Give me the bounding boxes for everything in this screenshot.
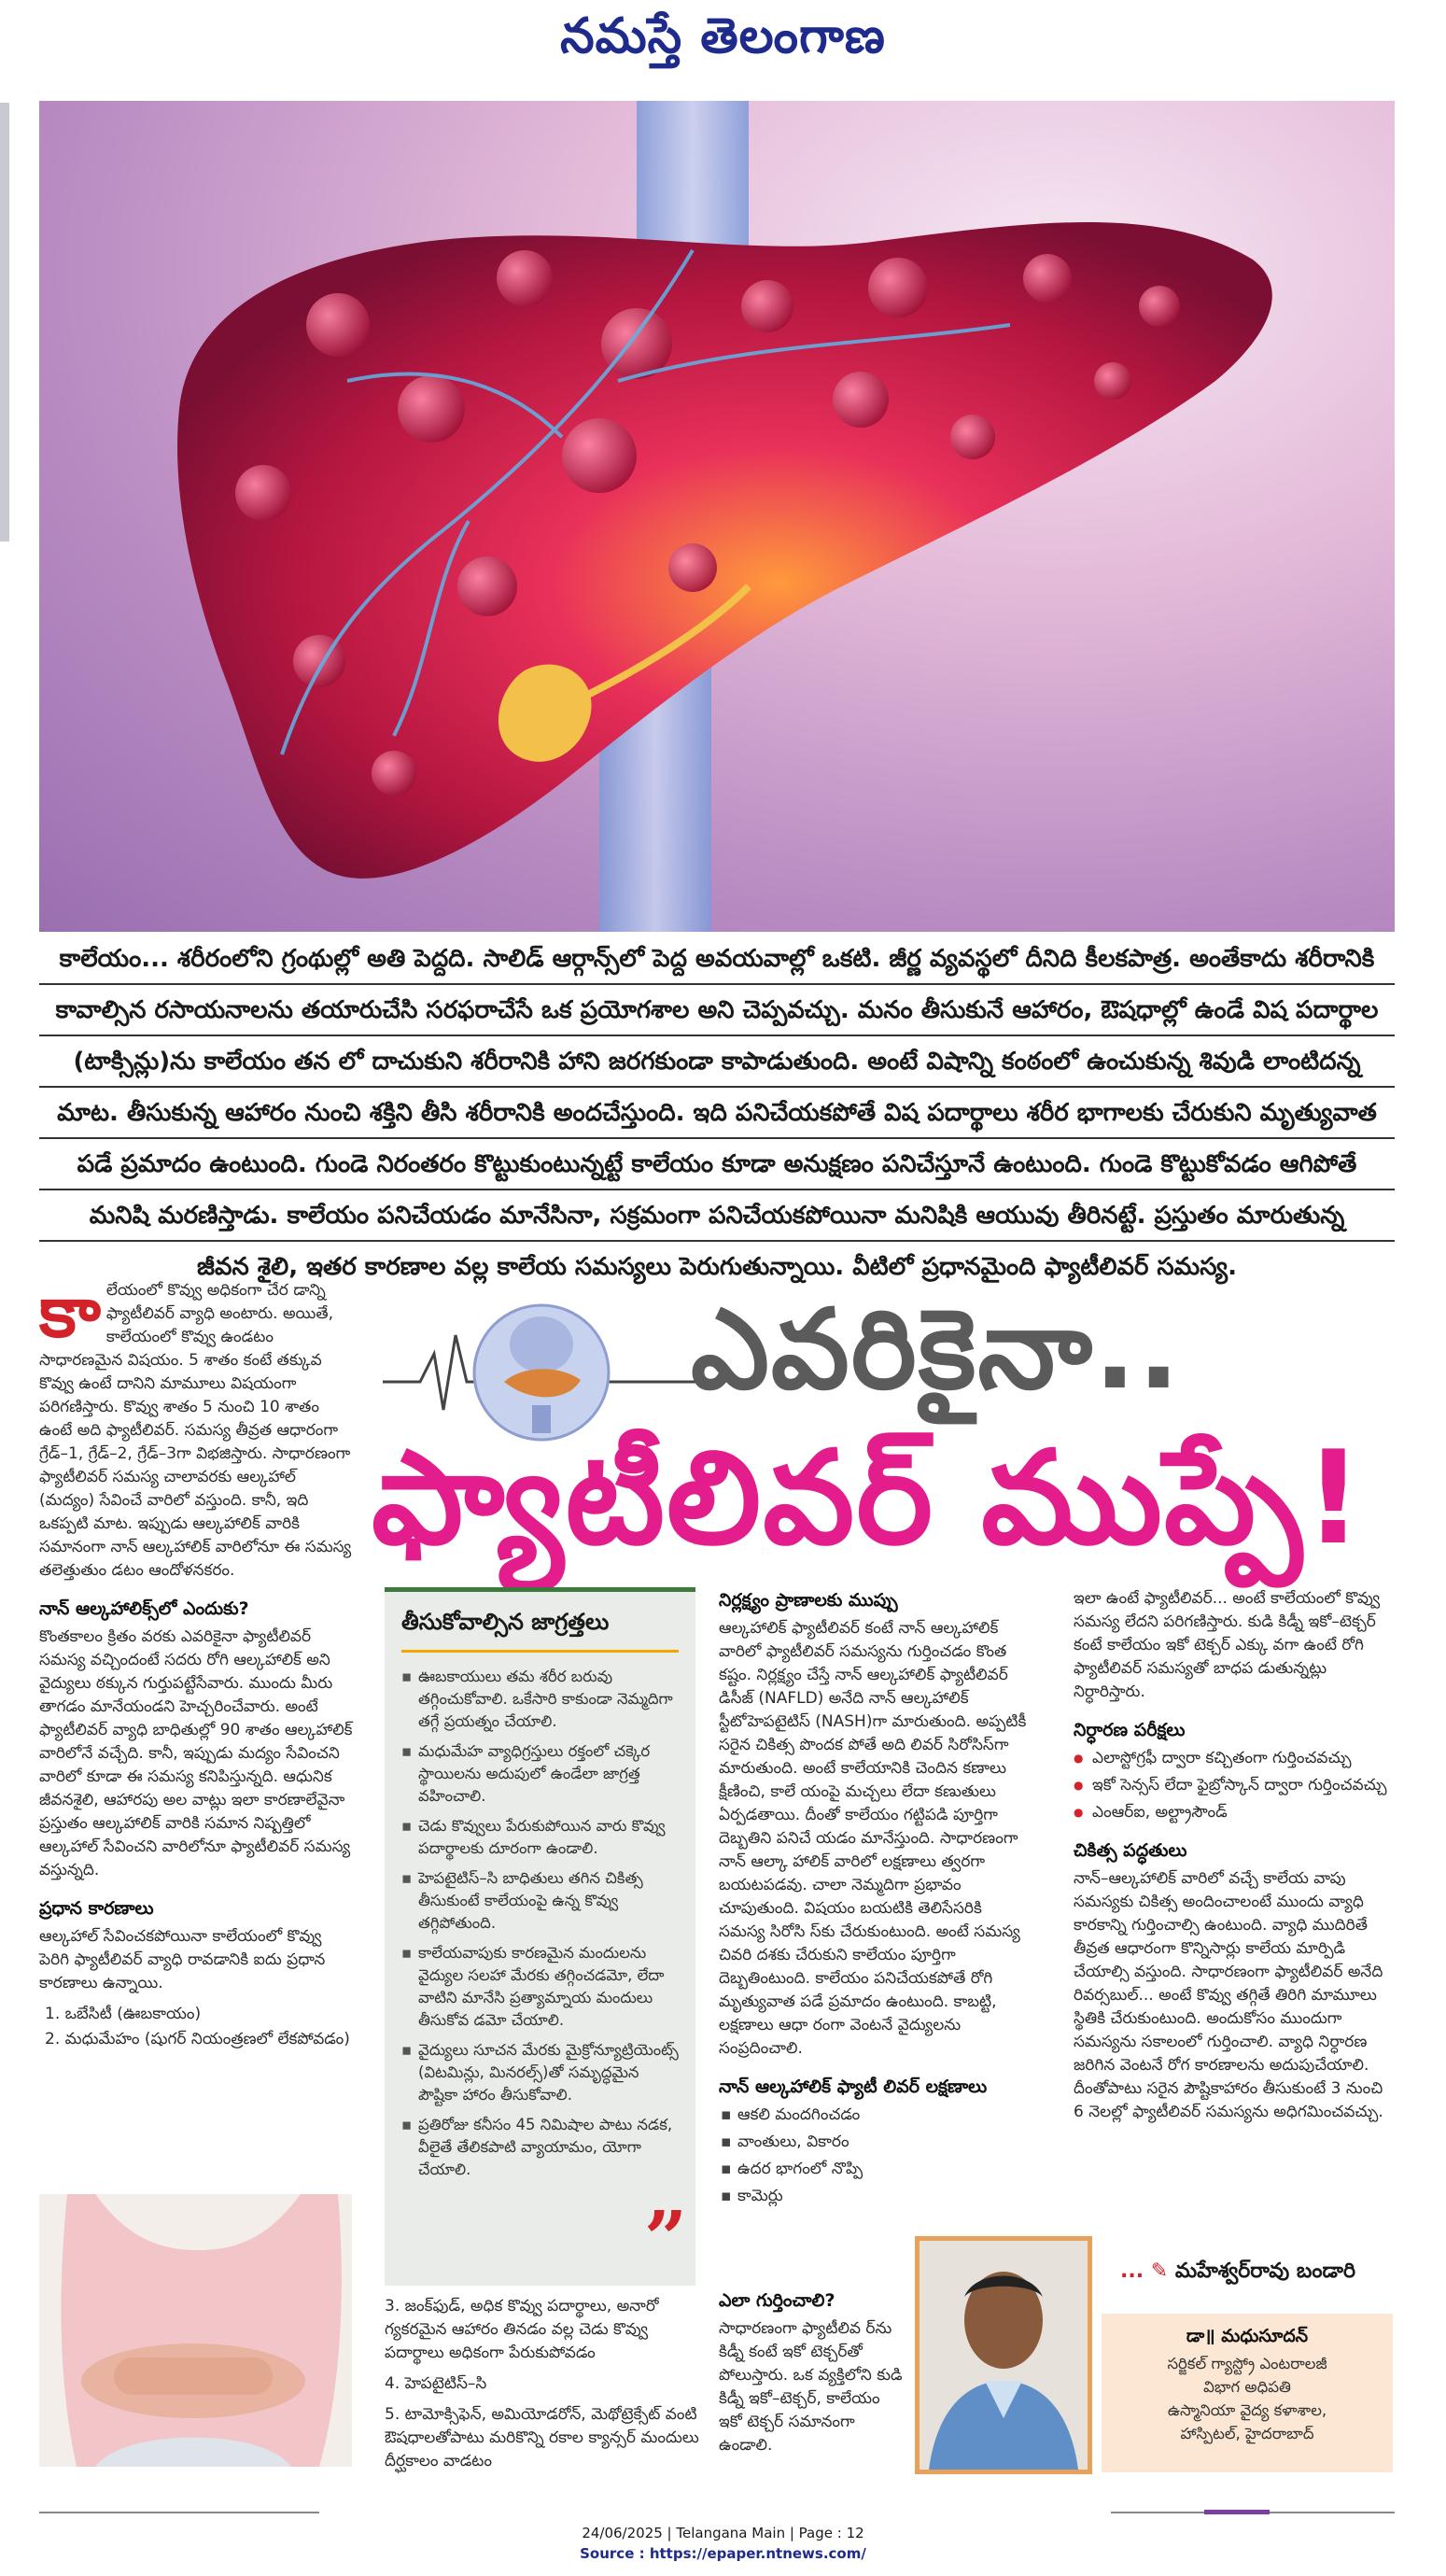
subhead-neglect: నిర్లక్ష్యం ప్రాణాలకు ముప్పు xyxy=(719,1590,898,1611)
author-name: మహేశ్వర్‌రావు బండారి xyxy=(1174,2259,1355,2283)
cause-item: 3. జంక్‌ఫుడ్, అధిక కొవ్వు పదార్థాలు, అనారో గ్యకరమైన ఆహారం తినడం వల్ల చెడు కొవ్వు పదార్థాలు అధికంగా పేరుకుపోవడం xyxy=(385,2297,659,2362)
headline-line-2: ఫ్యాటీలివర్ ముప్పే! xyxy=(372,1423,1365,1573)
doctor-photo xyxy=(915,2236,1092,2474)
list-item: ● ఎలాస్టోగ్రఫీ ద్వారా కచ్చితంగా గుర్తించవచ్చు xyxy=(1074,1747,1395,1770)
intro-paragraph: కా లేయంలో కొవ్వు అధికంగా చేర డాన్ని ఫ్యాటీలివర్ వ్యాధి అంటారు. అయితే, కాలేయంలో కొవ్వు ఉండటం సాధారణమైన విషయం. 5 శాతం కంటే తక్కువ కొవ్వు ఉంటే దానిని మామూలు విషయంగా పరిగణిస్తారు. కొవ్వు శాతం 5 నుంచి 10 శాతం ఉంటే అది ఫ్యాటీలివర్. సమస్య తీవ్రత ఆధారంగా గ్రేడ్–1, గ్రేడ్–2, గ్రేడ్–3గా విభజిస్తారు. సాధారణంగా ఫ్యాటీలివర్ సమస్య చాలావరకు ఆల్కహాల్ (మద్యం) సేవించే వారిలో వస్తుంది. కానీ, ఇది ఒకప్పటి మాట. ఇప్పుడు ఆల్కహాలిక్ వారికి సమానంగా నాన్ ఆల్కహాలిక్ వారిలోనూ ఈ సమస్య తలెత్తుతుం డటం ఆందోళనకరం. xyxy=(39,1270,352,1580)
list-item: ▪ వాంతులు, వికారం xyxy=(719,2131,1027,2154)
page-footer xyxy=(0,2523,1446,2564)
causes-list xyxy=(45,2003,355,2051)
lede-line: కావాల్సిన రసాయనాలను తయారుచేసి సరఫరాచేసే ఒక ప్రయోగశాల అని చెప్పవచ్చు. మనం తీసుకునే ఆహారం, ఔషధాల్లో ఉండే విష పదార్థాల xyxy=(55,996,1379,1024)
treatment-paragraph: నాన్–ఆల్కహాలిక్ వారిలో వచ్చే కాలేయ వాపు సమస్యకు చికిత్స అందించాలంటే ముందు వ్యాధి కారకాన్ని గుర్తించాల్సి ఉంటుంది. వ్యాధి ముదిరితే తీవ్రత ఆధారంగా కొన్నిసార్లు కాలేయ మార్పిడి చేయాల్సి వస్తుంది. సాధారణంగా ఫ్యాటీలివర్ అనేది రివర్సబుల్... అంటే కొవ్వు తగ్గితే తిరిగి మామూలు స్థితికి చేరుకుంటుంది. అందుకోసం ముందుగా సమస్యను సకాలంలో గుర్తించాలి. వ్యాధి నిర్ధారణ జరిగిన వెంటనే రోగ కారణాలను అదుపుచేయాలి. దీంతోపాటు సరైన పౌష్టికాహారం తీసుకుంటే 3 నుంచి 6 నెలల్లో ఫ్యాటీలివర్ సమస్యను అధిగమించవచ్చు. xyxy=(1074,1869,1383,2121)
column-3-identify xyxy=(719,2287,906,2465)
lede-line: (టాక్సిన్లు)ను కాలేయం తన లో దాచుకుని శరీరానికి హాని జరగకుండా కాపాడుతుంది. అంటే విషాన్ని కంఠంలో ఉంచుకున్న శివుడి లాంటిదన్న xyxy=(73,1048,1361,1076)
col4-intro: ఇలా ఉంటే ఫ్యాటీలివర్... అంటే కాలేయంలో కొవ్వు సమస్య లేదని పరిగణిస్తారు. కుడి కిడ్నీ ఇకో–టెక్చర్ కంటే కాలేయం ఇకో టెక్చర్ ఎక్కు వగా ఉంటే రోగి ఫ్యాటీలివర్ సమస్యతో బాధప డుతున్నట్లు నిర్ధారిస్తారు. xyxy=(1074,1589,1381,1701)
why-paragraph: కొంతకాలం క్రితం వరకు ఎవరికైనా ఫ్యాటీలివర్ సమస్య వచ్చిందంటే సదరు రోగి ఆల్కహాలిక్ అని వైద్యులు ఠక్కున గుర్తుపట్టేసేవారు. ముందు మీరు తాగడం మానేయండని హెచ్చరించేవారు. అంటే ఫ్యాటీలివర్ వ్యాధి బాధితుల్లో 90 శాతం ఆల్కహాలిక్ వారిలోనే వచ్చేది. కానీ, ఇప్పుడు మద్యం సేవించని వారిలో కూడా ఈ సమస్య కనిపిస్తున్నది. ఆధునిక జీవనశైలి, ఆహారపు అల వాట్లు ఇలా కారణాలేవైనా ప్రస్తుతం ఆల్కహాలిక్ వారికి సమాన నిష్పత్తిలో ఆల్కహాల్ సేవించని వారిలోనూ ఫ్యాటీలివర్ సమస్య వస్తున్నది. xyxy=(39,1627,353,1879)
hero-vessel-upper xyxy=(637,101,749,260)
lede-line: మనిషి మరణిస్తాడు. కాలేయం పనిచేయడం మానేసినా, సక్రమంగా పనిచేయకపోయినా మనిషికి ఆయువు తీరినట్టే. ప్రస్తుతం మారుతున్న xyxy=(89,1202,1345,1230)
drop-cap: కా xyxy=(39,1270,101,1353)
footer-source: Source : https://epaper.ntnews.com/ xyxy=(580,2545,866,2562)
subhead-symptoms: నాన్ ఆల్కహాలిక్ ఫ్యాటీ లివర్ లక్షణాలు xyxy=(719,2076,988,2097)
subhead-identify: ఎలా గుర్తించాలి? xyxy=(719,2290,835,2311)
tests-list xyxy=(1074,1747,1395,1824)
lede-rule xyxy=(39,983,1395,985)
woman-stomach-pain-photo xyxy=(39,2194,352,2467)
lede-line: జీవన శైలి, ఇతర కారణాల వల్ల కాలేయ సమస్యలు పెరుగుతున్నాయి. వీటిలో ప్రధానమైంది ఫ్యాటీలివర్ సమస్య. xyxy=(197,1253,1237,1281)
column-3 xyxy=(719,1587,1027,2212)
lede-rule xyxy=(39,1035,1395,1036)
pen-icon: ... ✎ xyxy=(1120,2259,1175,2283)
list-item: ▪ కామెర్లు xyxy=(719,2185,1027,2208)
list-item: ● ఎంఆర్ఐ, అల్ట్రాసౌండ్ xyxy=(1074,1801,1395,1824)
list-item: ▪ ఉదర భాగంలో నొప్పి xyxy=(719,2158,1027,2181)
page-edge-marker xyxy=(0,103,9,542)
list-item: ▪ ప్రతిరోజు కనీసం 45 నిమిషాల పాటు నడక, వీలైతే తేలికపాటి వ్యాయామం, యోగా చేయాలి. xyxy=(401,2114,679,2181)
doctor-card xyxy=(1102,2314,1393,2472)
doctor-line: హాస్పిటల్, హైదరాబాద్ xyxy=(1180,2425,1314,2442)
headline-line-1: ఎవరికైనా.. xyxy=(691,1285,1182,1414)
lede-rule xyxy=(39,1086,1395,1088)
precautions-title: తీసుకోవాల్సిన జాగ్రత్తలు xyxy=(401,1609,679,1653)
subhead-why: నాన్ ఆల్కహాలిక్స్‌లో ఎందుకు? xyxy=(39,1598,249,1619)
column-4 xyxy=(1074,1587,1395,2132)
liver-illustration xyxy=(39,101,1395,932)
byline xyxy=(1120,2259,1355,2287)
list-item: ▪ కాలేయవాపుకు కారణమైన మందులను వైద్యుల సలహా మేరకు తగ్గించడమో, లేదా వాటిని మానేసి ప్రత్యామ్నాయ మందులు తీసుకోవ డమో చేయాలి. xyxy=(401,1942,679,2032)
list-item: 2. మధుమేహం (షుగర్ నియంత్రణలో లేకపోవడం) xyxy=(45,2030,350,2048)
column-1 xyxy=(39,1270,355,2053)
symptoms-list xyxy=(719,2104,1027,2208)
footer-rule xyxy=(39,2512,319,2513)
identify-paragraph: సాధారణంగా ఫ్యాటీలివ ర్‌ను కిడ్నీ కంటే ఇకో టెక్చర్‌తో పోలుస్తారు. ఒక వ్యక్తిలోని కుడి కిడ్నీ ఇకో–టెక్చర్, కాలేయం ఇకో టెక్చర్ సమానంగా ఉండాలి. xyxy=(719,2319,903,2455)
list-item: ▪ హెపటైటిస్–సి బాధితులు తగిన చికిత్స తీసుకుంటే కాలేయంపై ఉన్న కొవ్వు తగ్గిపోతుంది. xyxy=(401,1867,679,1935)
subhead-causes: ప్రధాన కారణాలు xyxy=(39,1898,154,1919)
cause-item: 5. టామోక్సిఫెన్, అమియోడరోన్, మెథోట్రెక్సేట్ వంటి ఔషధాలతోపాటు మరికొన్ని రకాల క్యాన్సర్ మందులు దీర్ఘకాలం వాడటం xyxy=(385,2405,699,2470)
list-item: ▪ మధుమేహ వ్యాధిగ్రస్తులు రక్తంలో చక్కెర స్థాయిలను అదుపులో ఉండేలా జాగ్రత్త వహించాలి. xyxy=(401,1740,679,1808)
footer-accent xyxy=(1204,2510,1270,2514)
subhead-tests: నిర్ధారణ పరీక్షలు xyxy=(1074,1720,1186,1740)
newspaper-title: నమస్తే తెలంగాణ xyxy=(560,7,886,64)
subhead-treatment: చికిత్స పద్ధతులు xyxy=(1074,1840,1187,1861)
doctor-line: ఉస్మానియా వైద్య కళాశాల, xyxy=(1167,2401,1327,2419)
neglect-paragraph: ఆల్కహాలిక్ ఫ్యాటీలివర్ కంటే నాన్ ఆల్కహాలిక్ వారిలో ఫ్యాటీలివర్ సమస్యను గుర్తించడం కొంత కష్టం. నిర్లక్ష్యం చేస్తే నాన్ ఆల్కహాలిక్ ఫ్యాటీలివర్ డిసీజ్ (NAFLD) అనేది నాన్ ఆల్కహాలిక్ స్టీటోహెపటైటిస్ (NASH)గా మారుతుంది. అప్పటికీ సరైన చికిత్స పొందక పోతే అది లివర్ సిరోసిస్‌గా మారుతుంది. అంటే కాలేయానికి చెందిన కణాలు క్షీణించి, కాలే యంపై మచ్చలు లేదా కణుతులు ఏర్పడతాయి. దీంతో కాలేయం గట్టిపడి పూర్తిగా దెబ్బతిని పనిచే యడం మానేస్తుంది. సాధారణంగా నాన్ ఆల్కా హాలిక్ వారిలో లక్షణాలు త్వరగా బయటపడవు. చాలా నెమ్మదిగా ప్రభావం చూపుతుంది. విషయం బయటికి తెలిసేసరికి సమస్య సిరోసి స్‌కు చేరుకుంటుంది. అంటే సమస్య చివరి దశకు చేరుకుని కాలేయం పూర్తిగా దెబ్బతింటుంది. కాలేయం పనిచేయకపోతే రోగి మృత్యువాత పడే ప్రమాదం ఉంటుంది. కాబట్టి, లక్షణాలు ఆధా రంగా వెంటనే వైద్యులను సంప్రదించాలి. xyxy=(719,1619,1027,2058)
lede-rule xyxy=(39,1189,1395,1190)
column-2-continuation xyxy=(385,2295,700,2481)
list-item: ▪ ఊబకాయులు తమ శరీర బరువు తగ్గించుకోవాలి. ఒకేసారి కాకుండా నెమ్మదిగా తగ్గే ప్రయత్నం చేయాలి. xyxy=(401,1666,679,1733)
ecg-liver-graphic xyxy=(383,1279,700,1443)
masthead xyxy=(0,0,1446,89)
lede-line: పడే ప్రమాదం ఉంటుంది. గుండె నిరంతరం కొట్టుకుంటున్నట్టే కాలేయం కూడా అనుక్షణం పనిచేస్తూనే ఉంటుంది. గుండె కొట్టుకోవడం ఆగిపోతే xyxy=(77,1150,1357,1178)
footer-info: 24/06/2025 | Telangana Main | Page : 12 xyxy=(582,2525,864,2541)
lede-rule xyxy=(39,1240,1395,1242)
lede-line: మాట. తీసుకున్న ఆహారం నుంచి శక్తిని తీసి శరీరానికి అందచేస్తుంది. ఇది పనిచేయకపోతే విష పదార్థాలు శరీర భాగాలకు చేరుకుని మృత్యువాత xyxy=(57,1099,1377,1127)
list-item: ▪ ఆకలి మందగించడం xyxy=(719,2104,1027,2127)
list-item: 1. ఒబేసిటీ (ఊబకాయం) xyxy=(45,2005,202,2023)
list-item: ▪ చెడు కొవ్వులు పేరుకుపోయిన వారు కొవ్వు పదార్థాలకు దూరంగా ఉండాలి. xyxy=(401,1815,679,1860)
precautions-box xyxy=(385,1587,695,2286)
list-item: ▪ వైద్యులు సూచన మేరకు మైక్రోన్యూట్రియెంట్స్ (విటమిన్లు, మినరల్స్)తో సమృద్ధమైన పౌష్టికా హారం తీసుకోవాలి. xyxy=(401,2039,679,2106)
causes-intro: ఆల్కహాల్ సేవించకపోయినా కాలేయంలో కొవ్వు పెరిగి ఫ్యాటీలివర్ వ్యాధి రావడానికి ఐదు ప్రధాన కారణాలు ఉన్నాయి. xyxy=(39,1927,326,1992)
doctor-name: డా॥ మధుసూదన్ xyxy=(1186,2326,1309,2346)
lede-line: కాలేయం... శరీరంలోని గ్రంథుల్లో అతి పెద్దది. సాలిడ్ ఆర్గాన్స్‌లో పెద్ద అవయవాల్లో ఒకటి. జీర్ణ వ్యవస్థలో దీనిది కీలకపాత్ర. అంతేకాదు శరీరానికి xyxy=(59,945,1375,973)
list-item: ● ఇకో సెన్సస్ లేదా ఫైబ్రోస్కాన్ ద్వారా గుర్తించవచ్చు xyxy=(1074,1774,1395,1797)
lede-rule xyxy=(39,1137,1395,1139)
doctor-line: సర్జికల్ గ్యాస్ట్రో ఎంటరాలజీ xyxy=(1167,2355,1327,2372)
quote-mark-icon: ” xyxy=(644,2194,688,2282)
cause-item: 4. హెపటైటిస్–సి xyxy=(385,2374,487,2393)
precautions-list xyxy=(401,1666,679,2181)
doctor-line: విభాగ అధిపతి xyxy=(1203,2378,1291,2396)
